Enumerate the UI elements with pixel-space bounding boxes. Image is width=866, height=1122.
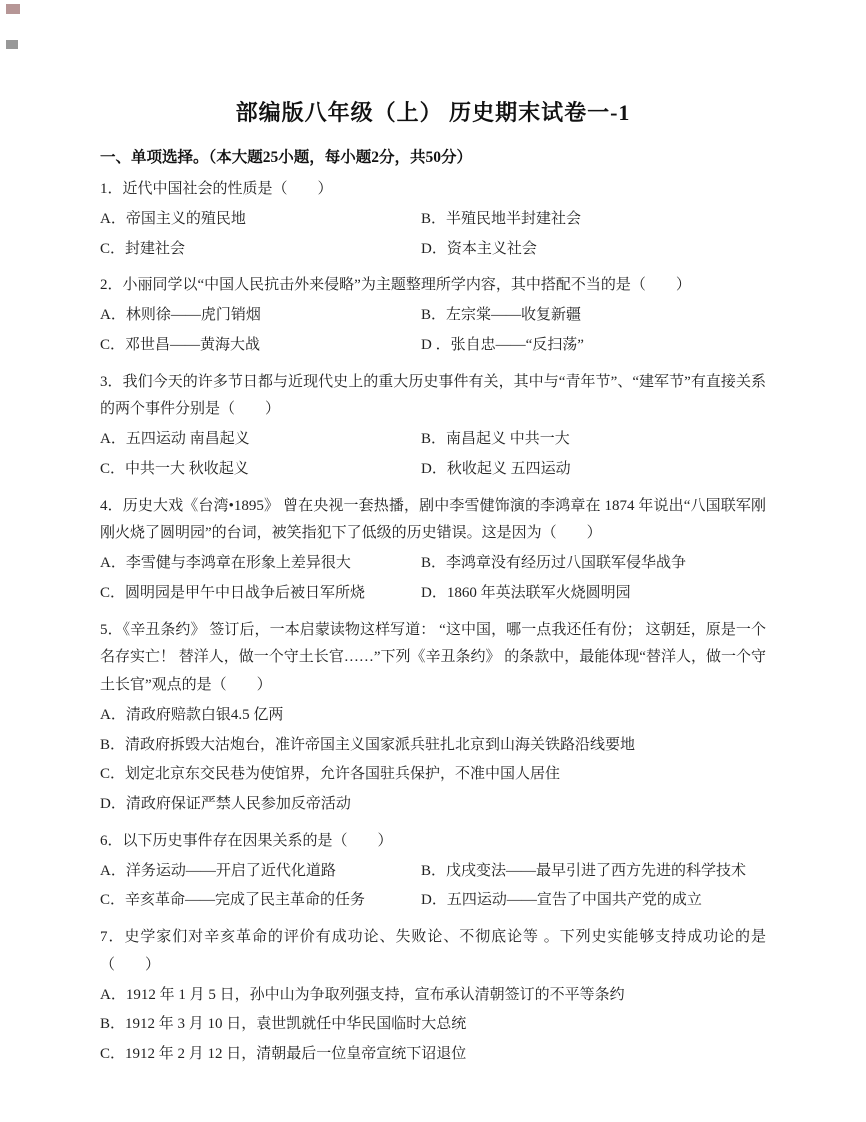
option-row [100, 236, 766, 264]
option-a: A．五四运动 南昌起义 [100, 431, 250, 447]
option-c: C．划定北京东交民巷为使馆界，允许各国驻兵保护，不准中国人居住 [100, 766, 561, 783]
option-row [100, 550, 766, 578]
option-row [100, 1041, 766, 1069]
question-5 [100, 617, 766, 819]
option-a: A．1912 年 1 月 5 日，孙中山为争取列强支持，宣布承认清朝签订的不平等条约 [100, 986, 625, 1003]
option-c: C．中共一大 秋收起义 [100, 460, 249, 477]
option-row [100, 580, 766, 608]
question-1 [100, 176, 766, 263]
option-d: D．清政府保证严禁人民参加反帝活动 [100, 796, 351, 812]
option-c: C．圆明园是甲午中日战争后被日军所烧 [100, 584, 366, 601]
question-stem: 4．历史大戏《台湾•1895》 曾在央视一套热播，剧中李雪健饰演的李鸿章在 1874 年说出“八国联军刚刚火烧了圆明园”的台词，被笑指犯下了低级的历史错误。这是因为（ ） [100, 497, 766, 542]
option-c: C．1912 年 2 月 12 日，清朝最后一位皇帝宣统下诏退位 [100, 1046, 467, 1062]
option-d: D．1860 年英法联军火烧圆明园 [421, 584, 631, 601]
option-row [100, 732, 766, 760]
option-a: A．洋务运动——开启了近代化道路 [100, 862, 336, 879]
option-d: D．资本主义社会 [421, 240, 537, 257]
option-row [100, 791, 766, 819]
option-row [100, 761, 766, 789]
option-b: B．半殖民地半封建社会 [421, 210, 582, 227]
option-row [100, 456, 766, 484]
option-row [100, 206, 766, 234]
question-stem: 1．近代中国社会的性质是（ ） [100, 181, 333, 197]
option-b: B．南昌起义 中共一大 [421, 431, 570, 447]
option-c: C．邓世昌——黄海大战 [100, 336, 261, 353]
option-row [100, 302, 766, 330]
exam-title: 部编版八年级（上） 历史期末试卷一-1 [235, 100, 631, 125]
option-d: D．秋收起义 五四运动 [421, 460, 571, 477]
scan-artifact [6, 4, 20, 14]
question-3 [100, 369, 766, 484]
question-stem: 6．以下历史事件存在因果关系的是（ ） [100, 832, 393, 849]
option-c: C．封建社会 [100, 240, 186, 257]
option-a: A．李雪健与李鸿章在形象上差异很大 [100, 555, 351, 571]
question-6 [100, 828, 766, 915]
option-row [100, 332, 766, 360]
option-row [100, 426, 766, 454]
option-row [100, 982, 766, 1010]
document-content [100, 96, 766, 1069]
option-b: B．1912 年 3 月 10 日，袁世凯就任中华民国临时大总统 [100, 1016, 467, 1033]
question-7 [100, 924, 766, 1069]
scan-artifact [6, 40, 18, 49]
option-a: A．帝国主义的殖民地 [100, 210, 246, 227]
question-2 [100, 272, 766, 359]
question-4 [100, 493, 766, 608]
option-d: D．五四运动——宣告了中国共产党的成立 [421, 892, 702, 909]
option-d: D ．张自忠——“反扫荡” [421, 336, 584, 353]
option-row [100, 1011, 766, 1039]
option-b: B．清政府拆毁大沽炮台，准许帝国主义国家派兵驻扎北京到山海关铁路沿线要地 [100, 736, 636, 753]
question-stem: 3．我们今天的许多节日都与近现代史上的重大历史事件有关，其中与“青年节”、“建军节”有直接关系的两个事件分别是（ ） [100, 373, 766, 418]
question-stem: 7．史学家们对辛亥革命的评价有成功论、失败论、不彻底论等 。下列史实能够支持成功论的是（ ） [100, 929, 766, 973]
option-row [100, 858, 766, 886]
option-c: C．辛亥革命——完成了民主革命的任务 [100, 892, 366, 909]
option-b: B．戊戌变法——最早引进了西方先进的科学技术 [421, 862, 747, 879]
option-a: A．林则徐——虎门销烟 [100, 307, 261, 323]
option-row [100, 702, 766, 730]
option-a: A．清政府赔款白银4.5 亿两 [100, 706, 284, 723]
option-row [100, 887, 766, 915]
section-header: 一、单项选择。（本大题25小题，每小题2分，共50分） [100, 149, 473, 166]
question-stem: 2．小丽同学以“中国人民抗击外来侵略”为主题整理所学内容，其中搭配不当的是（ ） [100, 277, 691, 294]
option-b: B．李鸿章没有经历过八国联军侵华战争 [421, 555, 687, 571]
question-stem: 5．《辛丑条约》 签订后，一本启蒙读物这样写道： “这中国，哪一点我还任有份； 这朝廷，原是一个名存实亡！ 替洋人，做一个守土长官……”下列《辛丑条约》 的条款中，最能体现“替洋人，做一个守土长官”观点的是（ ） [100, 621, 766, 693]
option-b: B．左宗棠——收复新疆 [421, 307, 582, 323]
